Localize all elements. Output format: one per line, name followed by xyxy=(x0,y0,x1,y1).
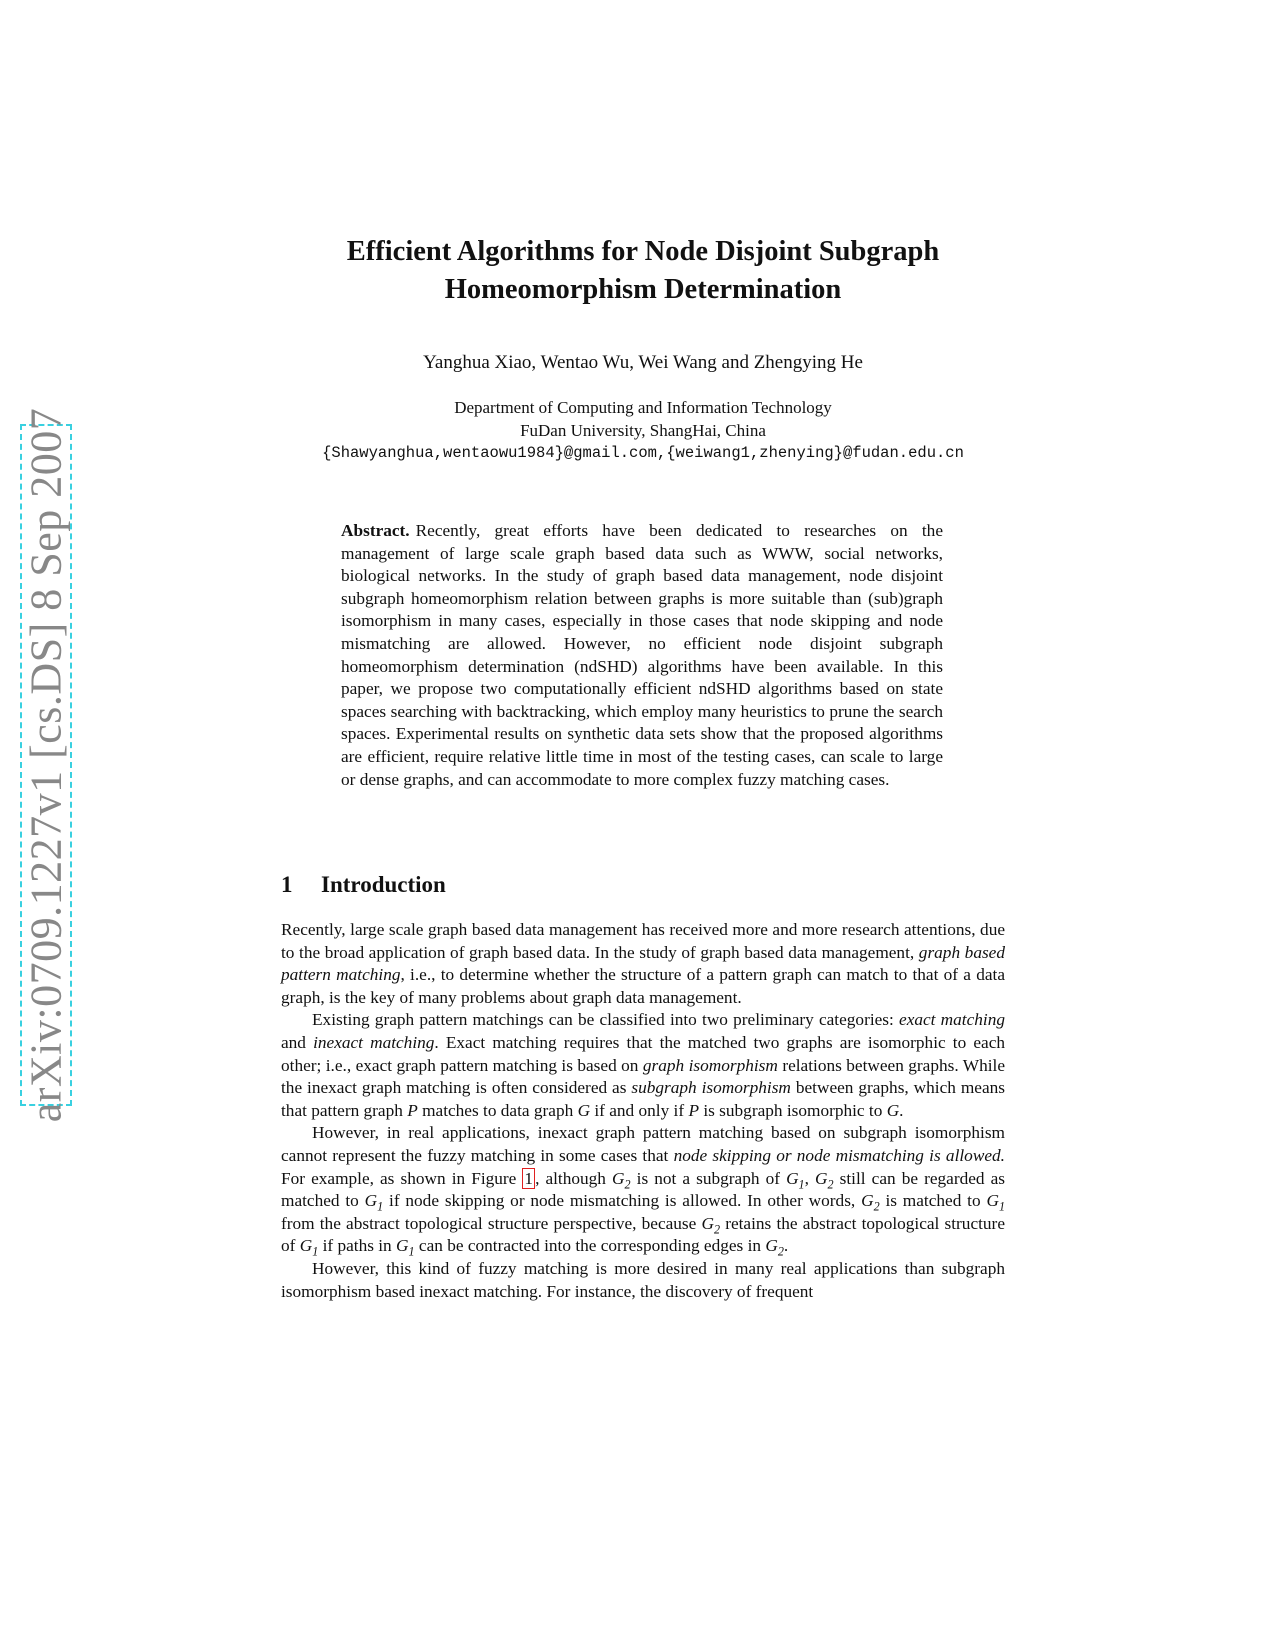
text-run: is not a subgraph of xyxy=(630,1168,787,1188)
text-run: , i.e., to determine whether the structure of a pattern graph can match to that of a data graph, is the key of many problems about graph data management. xyxy=(281,965,1005,1007)
math-g1: $G_1$ xyxy=(364,1191,384,1214)
text-run: However, in real applications, inexact graph pattern matching based on subgraph isomorphism cannot represent the fuzzy matching in some cases that xyxy=(281,1123,1005,1165)
section-title: Introduction xyxy=(321,872,446,897)
emphasis: exact matching xyxy=(899,1010,1006,1030)
math-g2: $G_2$ xyxy=(765,1236,784,1259)
text-run: Recently, large scale graph based data management has received more and more research attentions, due to the broad application of graph based data. In the study of graph based data management, xyxy=(281,920,1005,962)
affiliation-univ: FuDan University, ShangHai, China xyxy=(520,421,766,440)
math-var: G xyxy=(577,1100,591,1120)
emphasis: inexact matching xyxy=(313,1032,435,1052)
text-run: For example, as shown in Figure xyxy=(281,1168,523,1188)
math-g1: $G_1$ xyxy=(986,1191,1005,1214)
emphasis: graph isomorphism xyxy=(642,1055,778,1075)
math-var: G xyxy=(886,1100,900,1120)
abstract xyxy=(341,520,943,791)
math-g2: $G_2$ xyxy=(701,1213,721,1237)
paragraph-4 xyxy=(281,1258,1005,1303)
text-run: . xyxy=(783,1236,789,1256)
arxiv-stamp-text: arXiv:0709.1227v1 [cs.DS] 8 Sep 2007 xyxy=(21,407,71,1123)
text-run: However, this kind of fuzzy matching is more desired in many real applications than subgraph isomorphism based inexact matching. For instance, the discovery of frequent xyxy=(281,1258,1005,1301)
math-g1: $G_1$ xyxy=(786,1168,805,1191)
section-number: 1 xyxy=(281,872,293,897)
text-run: . xyxy=(899,1100,904,1120)
affiliation xyxy=(281,396,1005,465)
text-run: if node skipping or node mismatching is allowed. In other words, xyxy=(383,1191,862,1211)
text-run: still can be regarded as matched to xyxy=(281,1168,1006,1211)
text-run: if paths in xyxy=(318,1236,397,1256)
paragraph-1 xyxy=(281,919,1005,1009)
text-run: is matched to xyxy=(879,1191,987,1211)
paragraph-2 xyxy=(281,1009,1005,1122)
emphasis: graph based pattern matching xyxy=(281,942,1005,985)
body-text xyxy=(281,919,1005,1303)
emphasis: subgraph isomorphism xyxy=(631,1078,791,1098)
paragraph-3 xyxy=(281,1122,1005,1258)
arxiv-stamp xyxy=(20,407,72,1123)
math-g2: $G_2$ xyxy=(612,1168,631,1191)
text-run: relations between graphs. While the inexact graph matching is often considered as xyxy=(281,1055,1005,1098)
paper-title xyxy=(281,233,1005,309)
text-run: matches to data graph xyxy=(417,1100,578,1120)
abstract-label: Abstract. xyxy=(341,521,410,540)
title-line-2: Homeomorphism Determination xyxy=(444,274,842,305)
math-var: P xyxy=(688,1100,699,1120)
text-run: between graphs, which means that pattern graph xyxy=(281,1078,1005,1120)
text-run: , although xyxy=(535,1168,613,1188)
text-run: can be contracted into the corresponding edges in xyxy=(414,1236,766,1256)
math-var: P xyxy=(407,1100,418,1120)
text-run: , xyxy=(804,1168,816,1188)
text-run: retains the abstract topological structure of xyxy=(281,1213,1005,1256)
emphasis: node skipping or node mismatching is allowed. xyxy=(673,1145,1005,1165)
authors: Yanghua Xiao, Wentao Wu, Wei Wang and Zhengying He xyxy=(423,352,863,373)
math-g1: $G_1$ xyxy=(299,1236,319,1259)
text-run: . Exact matching requires that the matched two graphs are isomorphic to each other; i.e., exact graph pattern matching is based on xyxy=(281,1032,1006,1075)
section-heading xyxy=(281,872,446,898)
math-g1: $G_1$ xyxy=(396,1236,415,1259)
math-g2: $G_2$ xyxy=(815,1168,834,1191)
abstract-text: Recently, great efforts have been dedicated to researches on the management of large scale graph based data such as WWW, social networks, biological networks. In the study of graph based data management, node disjoint subgraph homeomorphism relation between graphs is more suitable than (sub)graph isomorphism in many cases, especially in those cases that node skipping and node mismatching are allowed. However, no efficient node disjoint subgraph homeomorphism determination (ndSHD) algorithms have been available. In this paper, we propose two computationally efficient ndSHD algorithms based on state spaces searching with backtracking, which employ many heuristics to prune the search spaces. Experimental results on synthetic data sets show that the proposed algorithms are efficient, require relative little time in most of the testing cases, can scale to large or dense graphs, and can accommodate to more complex fuzzy matching cases. xyxy=(341,521,943,789)
text-run: Existing graph pattern matchings can be classified into two preliminary categories: xyxy=(312,1010,900,1030)
text-run: from the abstract topological structure perspective, because xyxy=(281,1213,702,1233)
text-run: and xyxy=(281,1032,314,1052)
affiliation-dept: Department of Computing and Information Technology xyxy=(454,398,832,417)
math-g2: $G_2$ xyxy=(861,1191,880,1214)
figure-1-link[interactable]: 1 xyxy=(524,1168,534,1188)
text-run: if and only if xyxy=(590,1100,689,1120)
affiliation-email: {Shawyanghua,wentaowu1984}@gmail.com,{weiwang1,zhenying}@fudan.edu.cn xyxy=(322,444,964,462)
title-line-1: Efficient Algorithms for Node Disjoint Subgraph xyxy=(346,236,940,267)
text-run: is subgraph isomorphic to xyxy=(699,1100,887,1120)
